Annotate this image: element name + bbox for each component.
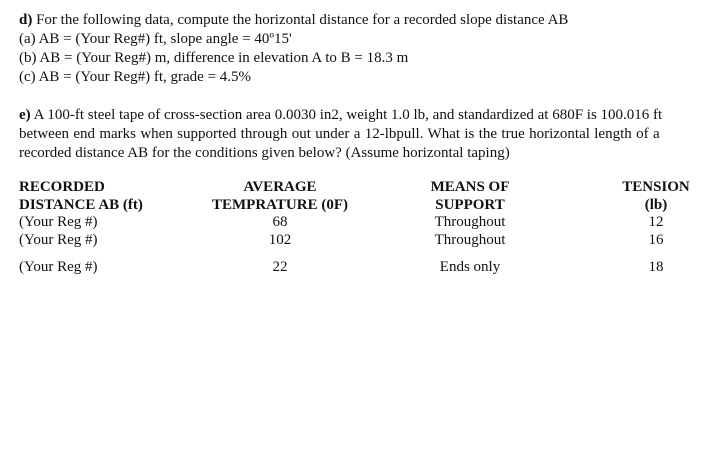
part-d-intro: For the following data, compute the horizontal distance for a recorded slope distance AB bbox=[36, 12, 569, 28]
row-3-tension: 18 bbox=[648, 259, 664, 275]
header-recorded-line-2: DISTANCE AB (ft) bbox=[19, 197, 143, 213]
header-tension-line-1: TENSION bbox=[622, 179, 690, 195]
part-e-label: e) bbox=[19, 107, 31, 123]
part-e-line-3: recorded distance AB for the conditions given below? (Assume horizontal taping) bbox=[19, 145, 510, 161]
header-tension-line-2: (lb) bbox=[644, 197, 668, 213]
part-e-line-1 bbox=[19, 106, 662, 124]
row-1-support: Throughout bbox=[434, 214, 506, 230]
row-1-temperature: 68 bbox=[272, 214, 288, 230]
header-support-line-1: MEANS OF bbox=[430, 179, 510, 195]
header-temperature-line-2: TEMPRATURE (0F) bbox=[212, 197, 348, 213]
part-d-label: d) bbox=[19, 12, 33, 28]
row-3-distance: (Your Reg #) bbox=[19, 259, 98, 275]
row-3-support: Ends only bbox=[439, 259, 501, 275]
header-support-line-2: SUPPORT bbox=[435, 197, 505, 213]
row-1-distance: (Your Reg #) bbox=[19, 214, 98, 230]
part-e-line-2: between end marks when supported through out under a 12-lbpull. What is the true horizontal length of a bbox=[19, 126, 660, 142]
row-2-temperature: 102 bbox=[268, 232, 292, 248]
row-1-tension: 12 bbox=[648, 214, 664, 230]
row-2-tension: 16 bbox=[648, 232, 664, 248]
header-temperature-line-1: AVERAGE bbox=[243, 179, 317, 195]
part-e-text-1: A 100-ft steel tape of cross-section area 0.0030 in2, weight 1.0 lb, and standardized at 680F is 100.016 ft bbox=[33, 107, 663, 123]
part-d-item-a: (a) AB = (Your Reg#) ft, slope angle = 40º15' bbox=[19, 31, 292, 47]
row-2-support: Throughout bbox=[434, 232, 506, 248]
row-2-distance: (Your Reg #) bbox=[19, 232, 98, 248]
part-d-item-c: (c) AB = (Your Reg#) ft, grade = 4.5% bbox=[19, 69, 252, 85]
part-d-item-b: (b) AB = (Your Reg#) m, difference in elevation A to B = 18.3 m bbox=[19, 50, 409, 66]
part-d-intro-line bbox=[19, 11, 568, 29]
header-recorded-line-1: RECORDED bbox=[19, 179, 105, 195]
row-3-temperature: 22 bbox=[272, 259, 288, 275]
